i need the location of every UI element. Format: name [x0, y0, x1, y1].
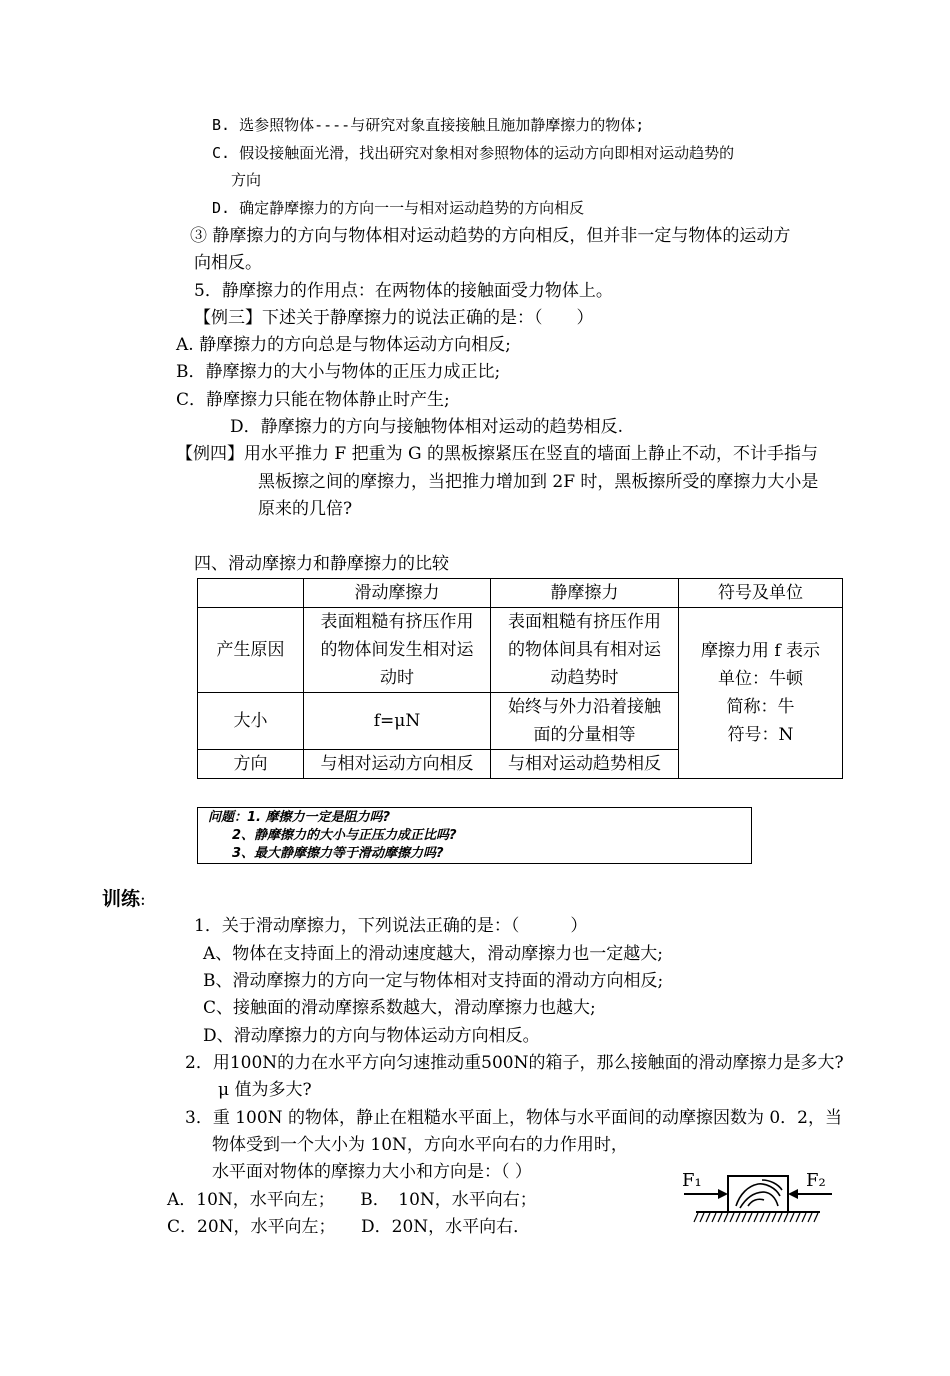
question-box	[197, 807, 752, 864]
table-header-row	[198, 579, 843, 608]
cell-text: 面的分量相等	[533, 725, 636, 745]
option-d-line: D. 确定静摩擦力的方向一一与相对运动趋势的方向相反	[212, 199, 585, 217]
example-4-line-1: 【例四】用水平推力 F 把重为 G 的黑板擦紧压在竖直的墙面上静止不动，不计手指与	[176, 444, 818, 464]
example-4-line-2: 黑板擦之间的摩擦力，当把推力增加到 2F 时，黑板擦所受的摩擦力大小是	[258, 472, 819, 492]
arrow-left-icon	[788, 1189, 798, 1199]
cell-text: 单位：牛顿	[718, 669, 803, 689]
example-3-question: 【例三】下述关于静摩擦力的说法正确的是：（ ）	[194, 308, 594, 328]
cell-text: 的物体间发生相对运	[320, 640, 474, 660]
row-label-direction: 方向	[198, 750, 304, 779]
cell-size-sliding: f=μN	[304, 693, 491, 750]
training-q2-line-2: μ 值为多大?	[218, 1080, 312, 1100]
training-title: 训练	[102, 888, 141, 910]
table-header-static: 静摩擦力	[491, 579, 679, 608]
option-c-line-1: C. 假设接触面光滑，找出研究对象相对参照物体的运动方向即相对运动趋势的	[212, 144, 735, 162]
row-label-cause: 产生原因	[198, 608, 304, 693]
comparison-table	[197, 578, 843, 779]
section-4-title: 四、滑动摩擦力和静摩擦力的比较	[194, 554, 449, 574]
note-3-line-1: ③ 静摩擦力的方向与物体相对运动趋势的方向相反，但并非一定与物体的运动方	[190, 226, 791, 246]
example-3-option-c: C．静摩擦力只能在物体静止时产生;	[176, 390, 450, 410]
training-q3-options-cd: C．20N，水平向左； D．20N，水平向右．	[167, 1217, 531, 1237]
question-1: 问题：1. 摩擦力一定是阻力吗?	[208, 810, 391, 825]
example-3-option-b: B．静摩擦力的大小与物体的正压力成正比;	[176, 362, 501, 382]
training-q3-line-1: 3．重 100N 的物体，静止在粗糙水平面上，物体与水平面间的动摩擦因数为 0．2，当	[185, 1108, 842, 1128]
training-q1-option-d: D、滑动摩擦力的方向与物体运动方向相反。	[203, 1026, 540, 1046]
option-c-line-2: 方向	[231, 171, 262, 189]
ground-hatch	[694, 1213, 818, 1222]
row-label-size: 大小	[198, 693, 304, 750]
cell-text: 符号：N	[727, 725, 794, 745]
training-q1-option-b: B、滑动摩擦力的方向一定与物体相对支持面的滑动方向相反;	[203, 971, 664, 991]
note-3-line-2: 向相反。	[194, 253, 262, 273]
block-on-ground-diagram	[678, 1166, 838, 1242]
cell-text: 表面粗糙有挤压作用	[508, 612, 661, 632]
training-q3-line-3: 水平面对物体的摩擦力大小和方向是：（ ）	[212, 1162, 532, 1182]
table-header-units: 符号及单位	[679, 579, 843, 608]
training-q1-option-a: A、物体在支持面上的滑动速度越大，滑动摩擦力也一定越大;	[203, 944, 664, 964]
cell-direction-static: 与相对运动趋势相反	[491, 750, 679, 779]
cell-cause-static	[491, 608, 679, 693]
training-colon: :	[140, 890, 146, 910]
option-b-line: B. 选参照物体----与研究对象直接接触且施加静摩擦力的物体;	[212, 116, 645, 134]
training-q3-options-ab: A．10N，水平向左； B． 10N，水平向右；	[167, 1190, 537, 1210]
question-3: 3、最大静摩擦力等于滑动摩擦力吗?	[232, 846, 444, 861]
training-q1-option-c: C、接触面的滑动摩擦系数越大，滑动摩擦力也越大;	[203, 998, 596, 1018]
training-q3-line-2: 物体受到一个大小为 10N，方向水平向右的力作用时，	[212, 1135, 628, 1155]
cell-size-static	[491, 693, 679, 750]
cell-text: 动时	[380, 668, 414, 688]
cell-text: 的物体间具有相对运	[508, 640, 661, 660]
training-q2-line-1: 2．用100N的力在水平方向匀速推动重500N的箱子，那么接触面的滑动摩擦力是多大?	[185, 1053, 844, 1073]
training-heading	[102, 888, 146, 911]
table-row	[198, 608, 843, 693]
cell-text: 简称：牛	[726, 697, 795, 717]
example-4-line-3: 原来的几倍?	[258, 499, 353, 519]
force-label-f2: F₂	[806, 1170, 826, 1191]
example-3-option-a: A. 静摩擦力的方向总是与物体运动方向相反;	[176, 335, 511, 355]
force-diagram-icon	[678, 1166, 838, 1238]
training-q1: 1．关于滑动摩擦力，下列说法正确的是：（ ）	[194, 916, 588, 936]
question-2: 2、静摩擦力的大小与正压力成正比吗?	[232, 828, 457, 843]
cell-text: 表面粗糙有挤压作用	[320, 612, 474, 632]
table-header-empty	[198, 579, 304, 608]
arrow-right-icon	[718, 1189, 728, 1199]
cell-text: 动趋势时	[550, 668, 619, 688]
force-label-f1: F₁	[682, 1170, 702, 1191]
cell-units	[679, 608, 843, 779]
cell-cause-sliding	[304, 608, 491, 693]
table-header-sliding: 滑动摩擦力	[304, 579, 491, 608]
point-5: 5．静摩擦力的作用点：在两物体的接触面受力物体上。	[194, 281, 613, 301]
cell-text: 摩擦力用 f 表示	[700, 641, 821, 661]
cell-direction-sliding: 与相对运动方向相反	[304, 750, 491, 779]
example-3-option-d: D．静摩擦力的方向与接触物体相对运动的趋势相反.	[230, 417, 624, 437]
cell-text: 始终与外力沿着接触	[508, 697, 661, 717]
